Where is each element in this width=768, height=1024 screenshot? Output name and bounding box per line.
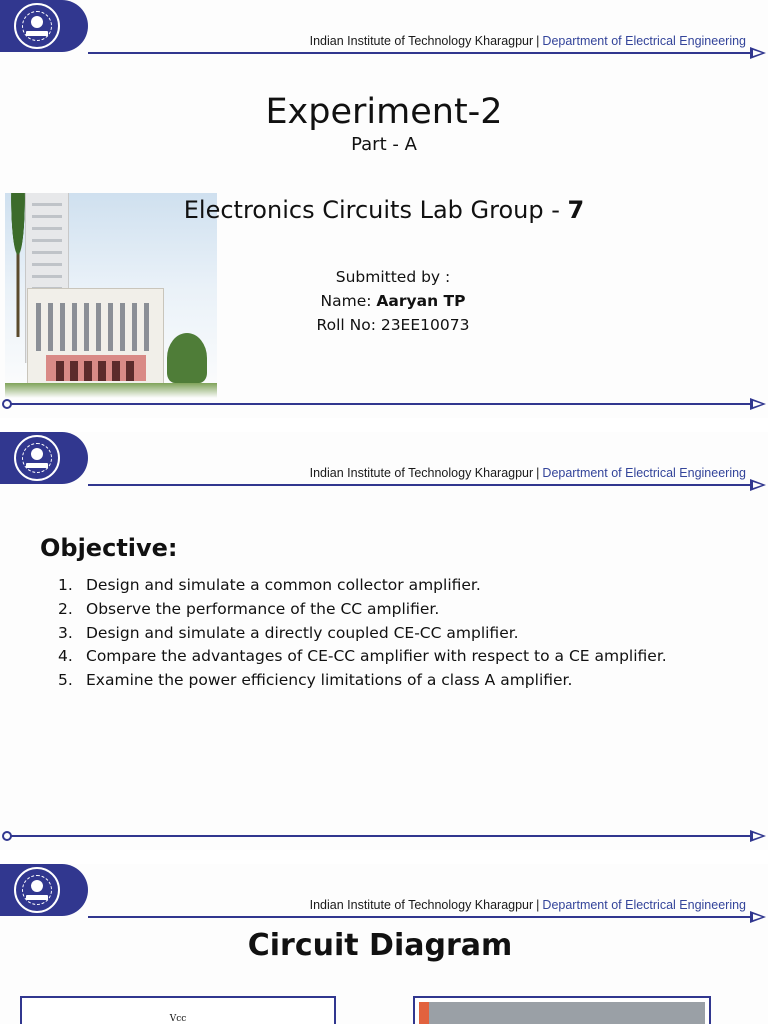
slide-gap	[0, 850, 768, 864]
logo-emblem-icon	[14, 3, 60, 49]
list-number: 4.	[58, 647, 73, 666]
circuit-diagram-heading: Circuit Diagram	[247, 928, 513, 963]
footer-dot-icon	[2, 831, 12, 841]
header-banner	[310, 898, 746, 912]
arrow-right-icon	[750, 830, 766, 842]
iit-logo	[0, 0, 88, 52]
slide-title	[0, 0, 768, 418]
slide-circuit-diagram	[0, 864, 768, 1024]
objective-heading: Objective:	[40, 534, 178, 562]
name-label: Name:	[320, 292, 377, 310]
circuit-schematic	[20, 996, 336, 1024]
name-value: Aaryan TP	[376, 292, 466, 310]
lab-group-heading	[0, 196, 768, 224]
footer-rule	[10, 403, 750, 405]
lab-group-label: Electronics Circuits Lab Group -	[183, 196, 568, 224]
iit-logo	[0, 432, 88, 484]
list-number: 2.	[58, 599, 73, 618]
arrow-right-icon	[750, 911, 766, 923]
roll-number: Roll No: 23EE10073	[316, 316, 470, 334]
logo-emblem-icon	[14, 435, 60, 481]
arrow-right-icon	[750, 47, 766, 59]
slide-gap	[0, 418, 768, 432]
page-subtitle: Part - A	[351, 134, 417, 155]
page-title: Experiment-2	[265, 92, 503, 132]
list-text: Design and simulate a directly coupled CE-CC amplifier.	[86, 623, 519, 642]
submission-info	[0, 265, 768, 337]
logo-emblem-icon	[14, 867, 60, 913]
department-name: Department of Electrical Engineering	[542, 898, 746, 912]
list-text: Examine the power efficiency limitations of a class A amplifier.	[86, 671, 573, 690]
list-number: 5.	[58, 671, 73, 690]
list-text: Observe the performance of the CC amplifier.	[86, 599, 440, 618]
footer-dot-icon	[2, 399, 12, 409]
iit-logo	[0, 864, 88, 916]
department-name: Department of Electrical Engineering	[542, 34, 746, 48]
header-banner	[310, 34, 746, 48]
header-rule	[88, 484, 750, 486]
list-item	[58, 600, 667, 624]
list-text: Compare the advantages of CE-CC amplifier with respect to a CE amplifier.	[86, 647, 667, 666]
lab-group-number: 7	[567, 196, 585, 224]
department-name: Department of Electrical Engineering	[542, 466, 746, 480]
list-number: 3.	[58, 623, 73, 642]
institute-name: Indian Institute of Technology Kharagpur	[309, 34, 534, 48]
header-separator: |	[536, 466, 540, 480]
header-rule	[88, 52, 750, 54]
header-separator: |	[536, 898, 540, 912]
institute-name: Indian Institute of Technology Kharagpur	[309, 898, 534, 912]
list-item	[58, 647, 667, 671]
header-banner	[310, 466, 746, 480]
arrow-right-icon	[750, 398, 766, 410]
header-separator: |	[536, 34, 540, 48]
submitted-by-label: Submitted by :	[335, 268, 451, 286]
lab-setup-photo	[413, 996, 711, 1024]
slide-objective	[0, 432, 768, 850]
objective-list	[58, 576, 667, 695]
list-item	[58, 624, 667, 648]
list-number: 1.	[58, 576, 73, 594]
list-item	[58, 576, 667, 600]
vcc-label: Vcc	[169, 1014, 187, 1024]
list-text: Design and simulate a common collector amplifier.	[86, 576, 481, 594]
student-name	[0, 289, 768, 313]
institute-name: Indian Institute of Technology Kharagpur	[309, 466, 534, 480]
footer-rule	[10, 835, 750, 837]
arrow-right-icon	[750, 479, 766, 491]
header-rule	[88, 916, 750, 918]
list-item	[58, 671, 667, 695]
